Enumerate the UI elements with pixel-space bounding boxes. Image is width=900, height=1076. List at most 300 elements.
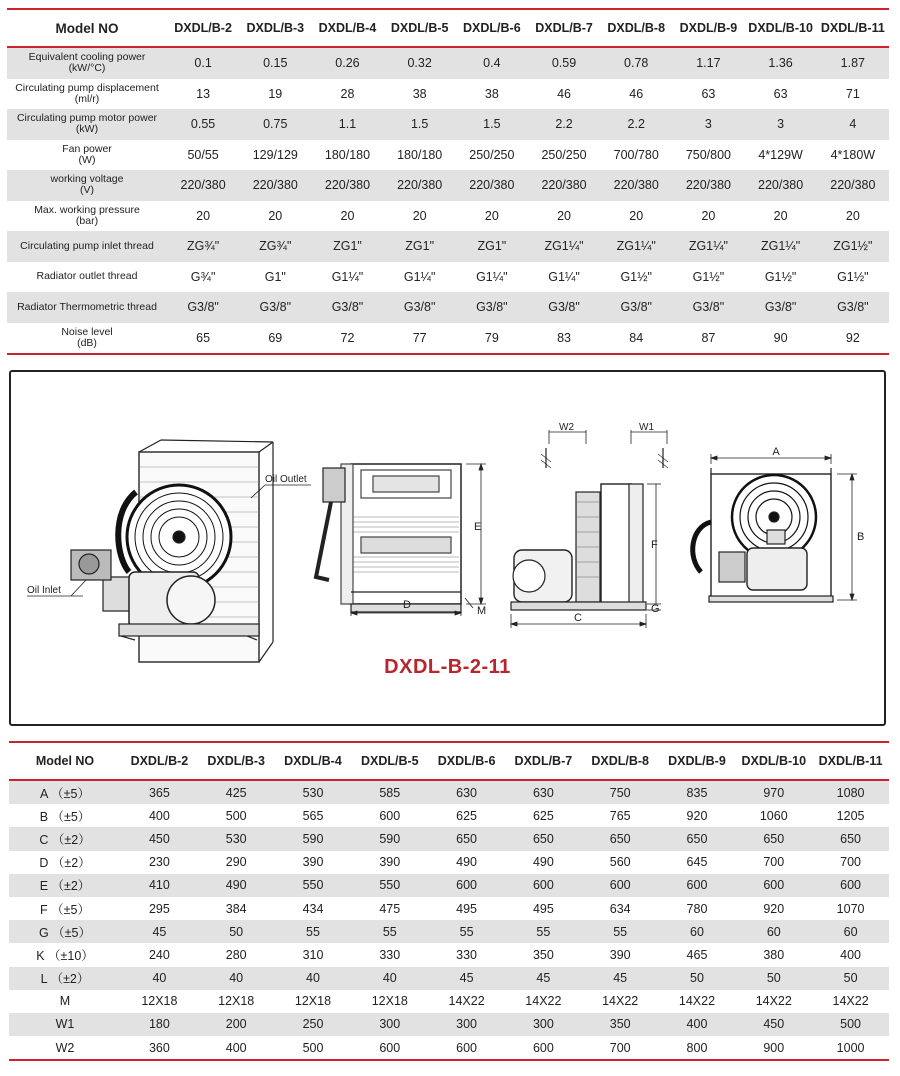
spec-header-cell: DXDL/B-11 bbox=[817, 9, 889, 47]
spec-cell: 28 bbox=[340, 86, 355, 101]
spec-row bbox=[7, 201, 889, 232]
spec-cell: 63 bbox=[773, 86, 788, 101]
spec-cell: G1¼" bbox=[403, 269, 436, 284]
spec-cell: 0.26 bbox=[311, 47, 383, 79]
spec-cell: 700/780 bbox=[613, 147, 659, 162]
dims-cell: 434 bbox=[302, 901, 324, 916]
spec-row bbox=[7, 292, 889, 323]
spec-cell: 87 bbox=[701, 330, 716, 345]
dims-cell: 1000 bbox=[836, 1040, 865, 1055]
spec-cell: ZG1½" bbox=[817, 231, 889, 262]
spec-row-label bbox=[7, 323, 167, 355]
dims-cell: 780 bbox=[686, 901, 708, 916]
dim-w2-label: W2 bbox=[559, 422, 574, 433]
dims-cell: 650 bbox=[735, 827, 812, 850]
dims-cell: 390 bbox=[379, 855, 401, 870]
spec-row-label-text: working voltage bbox=[50, 173, 124, 186]
spec-cell: 84 bbox=[629, 330, 644, 345]
front-view bbox=[316, 464, 461, 612]
spec-row-label-text: Equivalent cooling power bbox=[28, 51, 146, 64]
spec-cell: 180/180 bbox=[397, 147, 443, 162]
dims-header-cell: DXDL/B-4 bbox=[275, 742, 352, 780]
spec-header-row bbox=[7, 9, 889, 47]
dims-cell: 14X22 bbox=[602, 994, 639, 1009]
dims-cell: 600 bbox=[379, 1040, 401, 1055]
dims-cell: 700 bbox=[763, 855, 785, 870]
dims-cell: 295 bbox=[148, 901, 170, 916]
dims-cell: 650 bbox=[505, 827, 582, 850]
spec-row bbox=[7, 170, 889, 201]
spec-cell: G3/8" bbox=[456, 292, 528, 323]
dims-table bbox=[9, 741, 889, 1061]
dims-row bbox=[9, 1013, 889, 1036]
dims-cell: 380 bbox=[763, 947, 785, 962]
spec-cell: 220/380 bbox=[600, 170, 672, 201]
dims-cell: 50 bbox=[659, 967, 736, 990]
dims-row-label: E （±2） bbox=[9, 874, 121, 897]
dims-cell: 310 bbox=[302, 947, 324, 962]
spec-cell: ZG1¼" bbox=[528, 231, 600, 262]
spec-row-label-text: Circulating pump displacement bbox=[15, 81, 159, 94]
dims-cell: 590 bbox=[351, 827, 428, 850]
dims-cell: 634 bbox=[609, 901, 631, 916]
spec-row bbox=[7, 262, 889, 293]
dims-cell: 600 bbox=[532, 1040, 554, 1055]
dims-cell: 550 bbox=[351, 874, 428, 897]
dims-table-body bbox=[9, 780, 889, 1060]
oil-outlet-label: Oil Outlet bbox=[265, 474, 307, 485]
dims-cell: 625 bbox=[532, 808, 554, 823]
spec-row-label bbox=[7, 47, 167, 79]
spec-cell: 20 bbox=[845, 208, 860, 223]
spec-header-model: Model NO bbox=[7, 9, 167, 47]
spec-cell: 4 bbox=[817, 109, 889, 140]
spec-cell: 0.15 bbox=[239, 47, 311, 79]
dims-row bbox=[9, 990, 889, 1013]
dims-row-label: W1 bbox=[9, 1013, 121, 1036]
spec-cell: ZG1" bbox=[311, 231, 383, 262]
spec-row-label bbox=[7, 292, 167, 323]
dims-cell: 290 bbox=[225, 855, 247, 870]
spec-cell: ZG1¼" bbox=[600, 231, 672, 262]
spec-row-label-text: Noise level bbox=[61, 325, 113, 338]
spec-cell: 90 bbox=[773, 330, 788, 345]
spec-cell: G3/8" bbox=[745, 292, 817, 323]
dims-cell: 1080 bbox=[812, 780, 889, 804]
dims-row bbox=[9, 804, 889, 827]
spec-table-body bbox=[7, 47, 889, 354]
spec-header-cell: DXDL/B-3 bbox=[239, 9, 311, 47]
spec-cell: G3/8" bbox=[528, 292, 600, 323]
spec-cell: 1.17 bbox=[672, 47, 744, 79]
drawing-title: DXDL-B-2-11 bbox=[384, 656, 511, 678]
spec-header-cell: DXDL/B-6 bbox=[456, 9, 528, 47]
spec-cell: 220/380 bbox=[817, 170, 889, 201]
dims-cell: 625 bbox=[456, 808, 478, 823]
spec-row bbox=[7, 47, 889, 79]
dims-cell: 12X18 bbox=[371, 994, 408, 1009]
dims-cell: 450 bbox=[735, 1013, 812, 1036]
dims-cell: 12X18 bbox=[141, 994, 178, 1009]
dims-cell: 600 bbox=[812, 874, 889, 897]
spec-cell: ZG1" bbox=[384, 231, 456, 262]
spec-cell: 0.78 bbox=[600, 47, 672, 79]
dims-cell: 12X18 bbox=[218, 994, 255, 1009]
spec-cell: 220/380 bbox=[672, 170, 744, 201]
dims-cell: 60 bbox=[735, 920, 812, 943]
spec-cell: ZG¾" bbox=[239, 231, 311, 262]
spec-cell: 20 bbox=[412, 208, 427, 223]
dims-cell: 600 bbox=[659, 874, 736, 897]
dims-cell: 180 bbox=[121, 1013, 198, 1036]
spec-cell: 20 bbox=[701, 208, 716, 223]
dims-cell: 12X18 bbox=[294, 994, 332, 1009]
dims-cell: 280 bbox=[225, 947, 247, 962]
spec-row-unit: (kW/°C) bbox=[68, 62, 106, 75]
dims-cell: 14X22 bbox=[755, 994, 792, 1009]
dims-cell: 645 bbox=[686, 855, 708, 870]
spec-cell: G1¼" bbox=[476, 269, 508, 284]
spec-cell: G1¼" bbox=[548, 269, 580, 284]
dims-cell: 410 bbox=[121, 874, 198, 897]
dims-cell: 365 bbox=[121, 780, 198, 804]
spec-cell: 220/380 bbox=[384, 170, 456, 201]
spec-row bbox=[7, 231, 889, 262]
spec-cell: G3/8" bbox=[239, 292, 311, 323]
dims-cell: 60 bbox=[659, 920, 736, 943]
dims-cell: 900 bbox=[763, 1040, 785, 1055]
dim-e-label: E bbox=[474, 521, 482, 533]
dims-cell: 360 bbox=[148, 1040, 170, 1055]
dims-cell: 920 bbox=[686, 808, 708, 823]
spec-cell: 13 bbox=[196, 86, 211, 101]
dims-cell: 920 bbox=[763, 901, 785, 916]
spec-cell: 92 bbox=[845, 330, 860, 345]
spec-row-unit: (W) bbox=[78, 153, 96, 166]
dims-cell: 700 bbox=[609, 1040, 631, 1055]
dims-row-label: W2 bbox=[55, 1040, 75, 1055]
spec-row-label bbox=[7, 140, 167, 171]
spec-row-label bbox=[7, 109, 167, 140]
spec-cell: 38 bbox=[412, 86, 427, 101]
spec-cell: 1.36 bbox=[745, 47, 817, 79]
dims-cell: 650 bbox=[659, 827, 736, 850]
dims-cell: 765 bbox=[609, 808, 631, 823]
spec-cell: 63 bbox=[701, 86, 716, 101]
spec-cell: G3/8" bbox=[167, 292, 239, 323]
spec-row-label-text: Circulating pump inlet thread bbox=[20, 239, 154, 252]
dim-d-label: D bbox=[403, 599, 411, 611]
spec-header-cell: DXDL/B-2 bbox=[167, 9, 239, 47]
dim-g-label: G bbox=[651, 603, 660, 615]
spec-cell: G3/8" bbox=[672, 292, 744, 323]
spec-table bbox=[7, 8, 889, 355]
dims-cell: 14X22 bbox=[832, 994, 869, 1009]
dims-row-label: G （±5） bbox=[9, 920, 121, 943]
dims-cell: 600 bbox=[582, 874, 659, 897]
dims-header-cell: DXDL/B-11 bbox=[812, 742, 889, 780]
dims-row-label: B （±5） bbox=[39, 809, 91, 824]
spec-cell: G1" bbox=[264, 269, 286, 284]
dims-header-cell: DXDL/B-10 bbox=[735, 742, 812, 780]
dims-header-cell: DXDL/B-8 bbox=[582, 742, 659, 780]
dims-header-row bbox=[9, 742, 889, 780]
spec-cell: 83 bbox=[557, 330, 571, 345]
dims-row bbox=[9, 897, 889, 920]
spec-cell: G3/8" bbox=[817, 292, 889, 323]
dims-cell: 1060 bbox=[759, 808, 788, 823]
spec-cell: 20 bbox=[196, 208, 211, 223]
dims-row bbox=[9, 827, 889, 850]
spec-row-unit: (V) bbox=[80, 184, 94, 197]
spec-cell: 20 bbox=[340, 208, 355, 223]
oil-inlet-label: Oil Inlet bbox=[27, 585, 61, 596]
dims-cell: 200 bbox=[198, 1013, 275, 1036]
spec-cell: 3 bbox=[745, 109, 817, 140]
dims-cell: 300 bbox=[505, 1013, 582, 1036]
dims-cell: 490 bbox=[456, 855, 478, 870]
spec-header-cell: DXDL/B-10 bbox=[745, 9, 817, 47]
dims-cell: 240 bbox=[148, 947, 170, 962]
spec-cell: 71 bbox=[845, 86, 860, 101]
spec-cell: 180/180 bbox=[324, 147, 371, 162]
spec-cell: G1½" bbox=[620, 269, 652, 284]
dims-cell: 700 bbox=[840, 855, 862, 870]
dims-row bbox=[9, 874, 889, 897]
spec-cell: 220/380 bbox=[167, 170, 239, 201]
dims-cell: 600 bbox=[735, 874, 812, 897]
dims-cell: 475 bbox=[379, 901, 401, 916]
dims-cell: 45 bbox=[505, 967, 582, 990]
spec-cell: 1.5 bbox=[456, 109, 528, 140]
spec-cell: G1½" bbox=[837, 269, 869, 284]
dims-cell: 250 bbox=[275, 1013, 352, 1036]
dims-cell: 630 bbox=[428, 780, 505, 804]
dims-cell: 500 bbox=[225, 808, 247, 823]
spec-row-label-text: Fan power bbox=[62, 142, 112, 155]
spec-header-cell: DXDL/B-7 bbox=[528, 9, 600, 47]
dim-m-label: M bbox=[477, 605, 487, 617]
dims-row-label: K （±10） bbox=[36, 948, 94, 963]
dim-w1-label: W1 bbox=[639, 422, 654, 433]
dims-cell: 40 bbox=[121, 967, 198, 990]
spec-header-cell: DXDL/B-4 bbox=[311, 9, 383, 47]
spec-cell: 69 bbox=[268, 330, 283, 345]
dims-cell: 835 bbox=[659, 780, 736, 804]
spec-row-label bbox=[7, 201, 167, 232]
dims-cell: 490 bbox=[532, 855, 554, 870]
spec-row-unit: (ml/r) bbox=[74, 92, 100, 105]
dims-header-cell: DXDL/B-3 bbox=[198, 742, 275, 780]
spec-cell: ZG1¼" bbox=[672, 231, 744, 262]
dims-row bbox=[9, 920, 889, 943]
spec-row bbox=[7, 109, 889, 140]
spec-cell: G1½" bbox=[692, 269, 725, 284]
dims-cell: 450 bbox=[121, 827, 198, 850]
spec-cell: ZG1¼" bbox=[745, 231, 817, 262]
spec-cell: 77 bbox=[412, 330, 427, 345]
spec-row-unit: (bar) bbox=[75, 214, 99, 227]
dims-cell: 390 bbox=[609, 947, 631, 962]
spec-row bbox=[7, 323, 889, 355]
dims-cell: 45 bbox=[428, 967, 505, 990]
dims-cell: 400 bbox=[840, 947, 862, 962]
spec-cell: G1½" bbox=[764, 269, 797, 284]
side-view bbox=[511, 448, 668, 610]
dims-cell: 630 bbox=[505, 780, 582, 804]
dim-b-label: B bbox=[857, 531, 865, 543]
spec-row-label bbox=[7, 262, 167, 293]
spec-cell: 1.87 bbox=[817, 47, 889, 79]
dims-cell: 60 bbox=[812, 920, 889, 943]
spec-row bbox=[7, 140, 889, 171]
drawing-panel bbox=[9, 370, 886, 726]
dims-row bbox=[9, 967, 889, 990]
spec-cell: G3/8" bbox=[600, 292, 672, 323]
dims-cell: 400 bbox=[659, 1013, 736, 1036]
dims-row-label: L （±2） bbox=[9, 967, 121, 990]
dims-cell: 330 bbox=[379, 947, 401, 962]
dims-header-cell: DXDL/B-7 bbox=[505, 742, 582, 780]
spec-cell: 20 bbox=[629, 208, 644, 223]
dims-cell: 750 bbox=[582, 780, 659, 804]
spec-cell: 220/380 bbox=[311, 170, 383, 201]
dims-cell: 1205 bbox=[836, 808, 865, 823]
dims-row-label: M bbox=[59, 994, 71, 1009]
dims-cell: 50 bbox=[735, 967, 812, 990]
spec-row bbox=[7, 79, 889, 110]
spec-row-label bbox=[7, 170, 167, 201]
perspective-view bbox=[71, 440, 273, 662]
dims-cell: 300 bbox=[351, 1013, 428, 1036]
spec-row-label bbox=[7, 79, 167, 110]
dims-cell: 490 bbox=[198, 874, 275, 897]
spec-row-unit: (dB) bbox=[77, 336, 97, 349]
dims-header-cell: DXDL/B-5 bbox=[351, 742, 428, 780]
dims-cell: 14X22 bbox=[678, 994, 716, 1009]
dims-cell: 600 bbox=[428, 874, 505, 897]
dims-cell: 55 bbox=[505, 920, 582, 943]
dims-cell: 600 bbox=[456, 1040, 478, 1055]
spec-cell: 46 bbox=[629, 86, 644, 101]
spec-cell: 19 bbox=[268, 86, 283, 101]
dims-cell: 40 bbox=[198, 967, 275, 990]
dims-row-label: D （±2） bbox=[39, 856, 91, 871]
spec-cell: 65 bbox=[196, 330, 211, 345]
dims-row-label: C （±2） bbox=[9, 827, 121, 850]
dims-cell: 495 bbox=[532, 901, 554, 916]
dims-cell: 600 bbox=[379, 808, 401, 823]
dim-f-label: F bbox=[651, 539, 658, 551]
spec-row-label bbox=[7, 231, 167, 262]
spec-cell: 750/800 bbox=[685, 147, 731, 162]
dims-cell: 565 bbox=[302, 808, 324, 823]
dims-cell: 650 bbox=[812, 827, 889, 850]
spec-cell: 20 bbox=[484, 208, 499, 223]
dims-cell: 650 bbox=[582, 827, 659, 850]
dims-cell: 50 bbox=[812, 967, 889, 990]
dims-cell: 530 bbox=[198, 827, 275, 850]
dims-cell: 384 bbox=[225, 901, 247, 916]
dims-cell: 465 bbox=[686, 947, 708, 962]
spec-cell: 4*129W bbox=[758, 147, 803, 162]
spec-cell: ZG¾" bbox=[167, 231, 239, 262]
spec-header-cell: DXDL/B-8 bbox=[600, 9, 672, 47]
dims-cell: 400 bbox=[225, 1040, 247, 1055]
spec-row-label-text: Radiator Thermometric thread bbox=[17, 300, 157, 313]
dims-header-cell: DXDL/B-6 bbox=[428, 742, 505, 780]
dims-cell: 600 bbox=[505, 874, 582, 897]
spec-row-label-text: Max. working pressure bbox=[34, 203, 140, 216]
spec-cell: 0.55 bbox=[167, 109, 239, 140]
dims-row bbox=[9, 943, 889, 966]
dim-c-label: C bbox=[574, 612, 582, 624]
dims-cell: 55 bbox=[351, 920, 428, 943]
spec-cell: 72 bbox=[340, 330, 355, 345]
dims-header-cell: DXDL/B-9 bbox=[659, 742, 736, 780]
dims-cell: 390 bbox=[302, 855, 324, 870]
spec-cell: 1.5 bbox=[384, 109, 456, 140]
dims-header-model: Model NO bbox=[9, 742, 121, 780]
spec-cell: 220/380 bbox=[528, 170, 600, 201]
spec-cell: 3 bbox=[672, 109, 744, 140]
dims-cell: 585 bbox=[351, 780, 428, 804]
dims-cell: 530 bbox=[275, 780, 352, 804]
spec-cell: ZG1" bbox=[456, 231, 528, 262]
dims-cell: 1070 bbox=[836, 901, 865, 916]
spec-row-unit: (kW) bbox=[75, 123, 99, 136]
spec-cell: 220/380 bbox=[239, 170, 311, 201]
spec-cell: 0.32 bbox=[384, 47, 456, 79]
dims-cell: 14X22 bbox=[448, 994, 485, 1009]
dims-cell: 40 bbox=[275, 967, 352, 990]
spec-cell: 2.2 bbox=[528, 109, 600, 140]
dims-cell: 55 bbox=[582, 920, 659, 943]
spec-cell: 250/250 bbox=[469, 147, 515, 162]
dims-cell: 55 bbox=[428, 920, 505, 943]
spec-cell: 79 bbox=[484, 330, 499, 345]
spec-cell: 38 bbox=[484, 86, 499, 101]
dims-cell: 330 bbox=[456, 947, 478, 962]
dims-row bbox=[9, 780, 889, 804]
spec-cell: 129/129 bbox=[252, 147, 298, 162]
spec-header-cell: DXDL/B-5 bbox=[384, 9, 456, 47]
dims-cell: 50 bbox=[198, 920, 275, 943]
spec-cell: 0.75 bbox=[239, 109, 311, 140]
dims-cell: 560 bbox=[609, 855, 631, 870]
spec-cell: G3/8" bbox=[311, 292, 383, 323]
dims-row-label: A （±5） bbox=[9, 780, 121, 804]
spec-cell: 220/380 bbox=[456, 170, 528, 201]
spec-cell: 20 bbox=[557, 208, 571, 223]
spec-cell: 220/380 bbox=[745, 170, 817, 201]
dims-cell: 400 bbox=[148, 808, 170, 823]
spec-cell: G¾" bbox=[190, 269, 216, 284]
dims-cell: 40 bbox=[351, 967, 428, 990]
rear-view bbox=[693, 468, 833, 602]
dims-cell: 14X22 bbox=[525, 994, 562, 1009]
dims-cell: 45 bbox=[582, 967, 659, 990]
spec-cell: 2.2 bbox=[600, 109, 672, 140]
spec-cell: 46 bbox=[557, 86, 571, 101]
spec-cell: 20 bbox=[268, 208, 283, 223]
spec-cell: G3/8" bbox=[384, 292, 456, 323]
dim-a-label: A bbox=[772, 446, 780, 458]
dims-header-cell: DXDL/B-2 bbox=[121, 742, 198, 780]
spec-cell: 0.59 bbox=[528, 47, 600, 79]
dims-cell: 800 bbox=[686, 1040, 708, 1055]
spec-cell: 250/250 bbox=[541, 147, 587, 162]
